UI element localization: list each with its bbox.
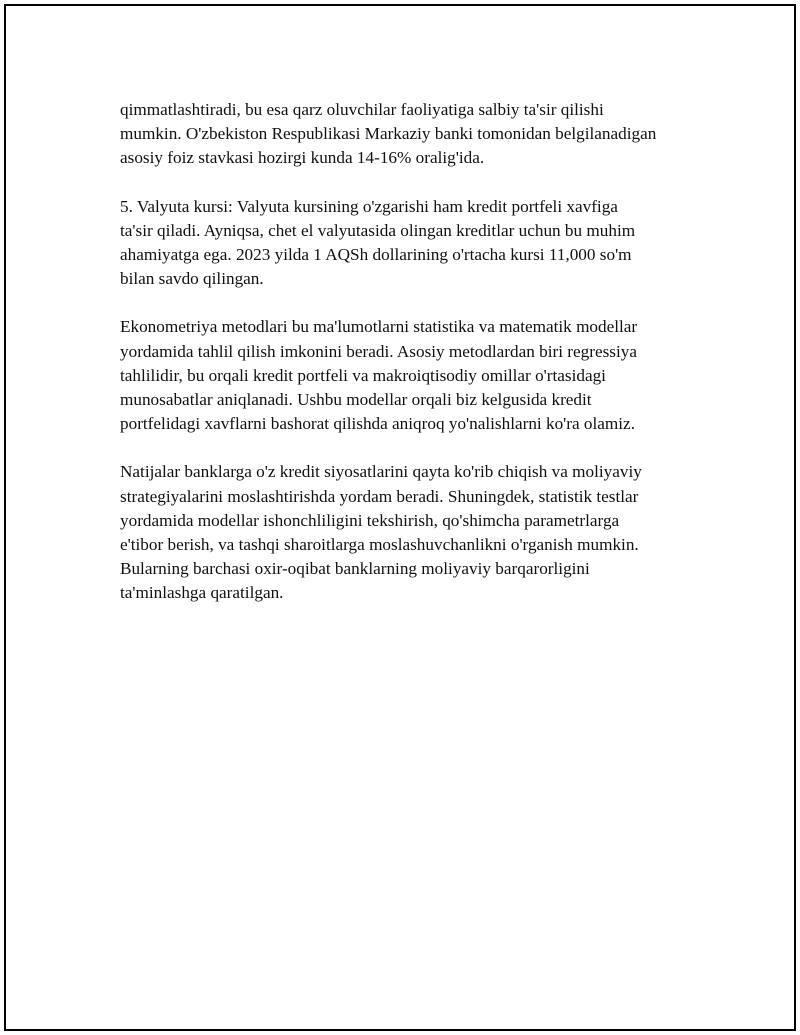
paragraph-interest-rate: qimmatlashtiradi, bu esa qarz oluvchilar faoliyatiga salbiy ta'sir qilishi mumkin. O'zbekiston Respublikasi Markaziy banki tomonidan belgilanadigan asosiy foiz stavkasi hozirgi kunda 14-16% oralig'ida.: [120, 100, 657, 168]
paragraph-econometric-methods: Ekonometriya metodlari bu ma'lumotlarni statistika va matematik modellar yordamida tahlil qilish imkonini beradi. Asosiy metodlardan biri regressiya tahlilidir, bu orqali kredit portfeli va makroiqtisodiy omillar o'rtasidagi munosabatlar aniqlanadi. Ushbu modellar orqali biz kelgusida kredit portfelidagi xavflarni bashorat qilishda aniqroq yo'nalishlarni ko'ra olamiz.: [120, 317, 638, 434]
document-body: [120, 98, 690, 630]
paragraph-exchange-rate: 5. Valyuta kursi: Valyuta kursining o'zgarishi ham kredit portfeli xavfiga ta'sir qiladi. Ayniqsa, chet el valyutasida olingan kreditlar uchun bu muhim ahamiyatga ega. 2023 yilda 1 AQSh dollarining o'rtacha kursi 11,000 so'm bilan savdo qilingan.: [120, 196, 636, 289]
document-page: [4, 4, 796, 1031]
paragraph-conclusions: Natijalar banklarga o'z kredit siyosatlarini qayta ko'rib chiqish va moliyaviy strategiyalarini moslashtirishda yordam beradi. Shuningdek, statistik testlar yordamida modellar ishonchliligini tekshirish, qo'shimcha parametrlarga e'tibor berish, va tashqi sharoitlarga moslashuvchanlikni o'rganish mumkin. Bularning barchasi oxir-oqibat banklarning moliyaviy barqarorligini ta'minlashga qaratilgan.: [120, 462, 642, 603]
